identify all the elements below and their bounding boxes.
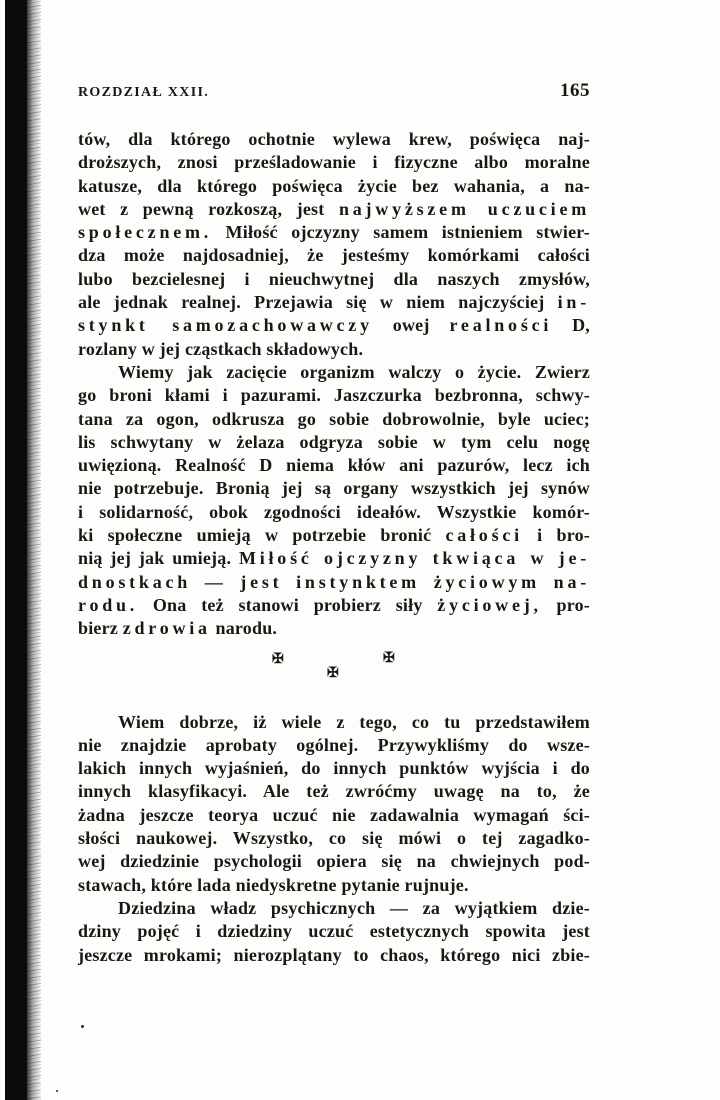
text-line: tów, dla którego ochotnie wylewa krew, poświęca naj- (78, 129, 590, 149)
text-line: stynkt samozachowawczy owej realności D, (78, 315, 590, 336)
text-line: ki społeczne umieją w potrzebie bronić całości i bro- (78, 525, 590, 546)
text-line: słości naukowej. Wszystko, co się mówi o tej zagadko- (78, 828, 590, 849)
text-line (78, 571, 590, 594)
letterspaced-emphasis: najwyższem uczuciem (338, 198, 591, 219)
letterspaced-emphasis: stynkt samozachowawczy (78, 315, 373, 336)
body-text (78, 128, 590, 967)
text-line: droższych, znosi prześladowanie i fizyczne albo moralne (78, 152, 590, 173)
scan-speck (81, 1025, 84, 1028)
cross-asterisk-icon: ✠ (272, 651, 284, 667)
text-line: lakich innych wyjaśnień, do innych punktów wyjścia i do (78, 758, 590, 779)
text-line: nie znajdzie aprobaty ogólnej. Przywykliśmy do wsze- (78, 734, 590, 755)
letterspaced-emphasis: dnostkach — jest instynktem życiowym na- (78, 571, 590, 592)
page-number: 165 (560, 80, 590, 101)
letterspaced-emphasis: zdrowia (122, 618, 211, 639)
letterspaced-emphasis: życiowej, (437, 594, 542, 615)
text-line: rozlany w jej cząstkach składowych. (78, 338, 364, 359)
cross-asterisk-icon: ✠ (327, 665, 339, 681)
letterspaced-emphasis: całości (445, 525, 523, 546)
letterspaced-emphasis: realności (449, 315, 553, 336)
paragraph (78, 897, 590, 967)
text-line: rodu. Ona też stanowi probierz siły życiowej, pro- (78, 594, 591, 615)
scan-speck (56, 1090, 58, 1092)
text-line: nie potrzebuje. Bronią jej są organy wszystkich jej synów (78, 478, 590, 499)
text-line: ale jednak realnej. Przejawia się w niem najczyściej in- (78, 292, 590, 313)
text-line: stawach, które lada niedyskretne pytanie rujnuje. (78, 874, 469, 895)
text-line: dziny pojęć i dziedziny uczuć estetycznych spowita jest (78, 921, 590, 942)
letterspaced-emphasis: rodu. (78, 594, 139, 615)
text-line: społecznem. Miłość ojczyzny samem istnieniem stwier- (78, 222, 590, 243)
letterspaced-emphasis: społecznem. (78, 222, 213, 243)
text-line: tana za ogon, odkrusza go sobie dobrowolnie, byle uciec; (78, 408, 590, 429)
paragraph (78, 128, 590, 361)
text-line: go broni kłami i pazurami. Jaszczurka bezbronna, schwy- (78, 385, 590, 406)
section-break-dinkus (78, 641, 590, 711)
text-line: Wiem dobrze, iż wiele z tego, co tu przedstawiłem (118, 711, 590, 732)
text-line: i solidarność, obok zgodności ideałów. Wszystkie komór- (78, 501, 590, 522)
text-line: wej dziedzinie psychologii opiera się na chwiejnych pod- (78, 851, 590, 872)
text-line: Wiemy jak zacięcie organizm walczy o życie. Zwierz (118, 361, 590, 382)
text-line: lubo bezcielesnej i nieuchwytnej dla naszych zmysłów, (78, 268, 590, 289)
binding-shadow-fade (27, 0, 41, 1100)
text-line: dza może najdosadniej, że jesteśmy komórkami całości (78, 245, 590, 266)
text-line: Dziedzina władz psychicznych — za wyjątkiem dzie- (118, 897, 590, 918)
text-line: lis schwytany w żelaza odgryza sobie w tym celu nogę (78, 431, 590, 452)
binding-shadow (5, 0, 27, 1100)
page-header (78, 80, 590, 102)
cross-asterisk-icon: ✠ (383, 650, 395, 666)
text-line: jeszcze mrokami; nierozplątany to chaos, którego nici zbie- (78, 944, 590, 965)
text-line: uwięzioną. Realność D niema kłów ani pazurów, lecz ich (78, 455, 590, 476)
chapter-heading: ROZDZIAŁ XXII. (78, 85, 209, 100)
text-line: wet z pewną rozkoszą, jest najwyższem uczuciem (78, 198, 591, 219)
paragraph (78, 711, 590, 897)
text-line: katusze, dla którego poświęca życie bez wahania, a na- (78, 175, 590, 196)
letterspaced-emphasis: in- (557, 292, 590, 313)
letterspaced-emphasis: Miłość ojczyzny tkwiąca w je- (238, 548, 590, 569)
text-line: nią jej jak umieją. Miłość ojczyzny tkwiąca w je- (78, 548, 590, 569)
text-line: żadna jeszcze teorya uczuć nie zadawalnia wymagań ści- (78, 804, 590, 825)
text-line: innych klasyfikacyi. Ale też zwróćmy uwagę na to, że (78, 781, 590, 802)
text-line: bierz zdrowia narodu. (78, 618, 278, 639)
paragraph (78, 361, 590, 641)
